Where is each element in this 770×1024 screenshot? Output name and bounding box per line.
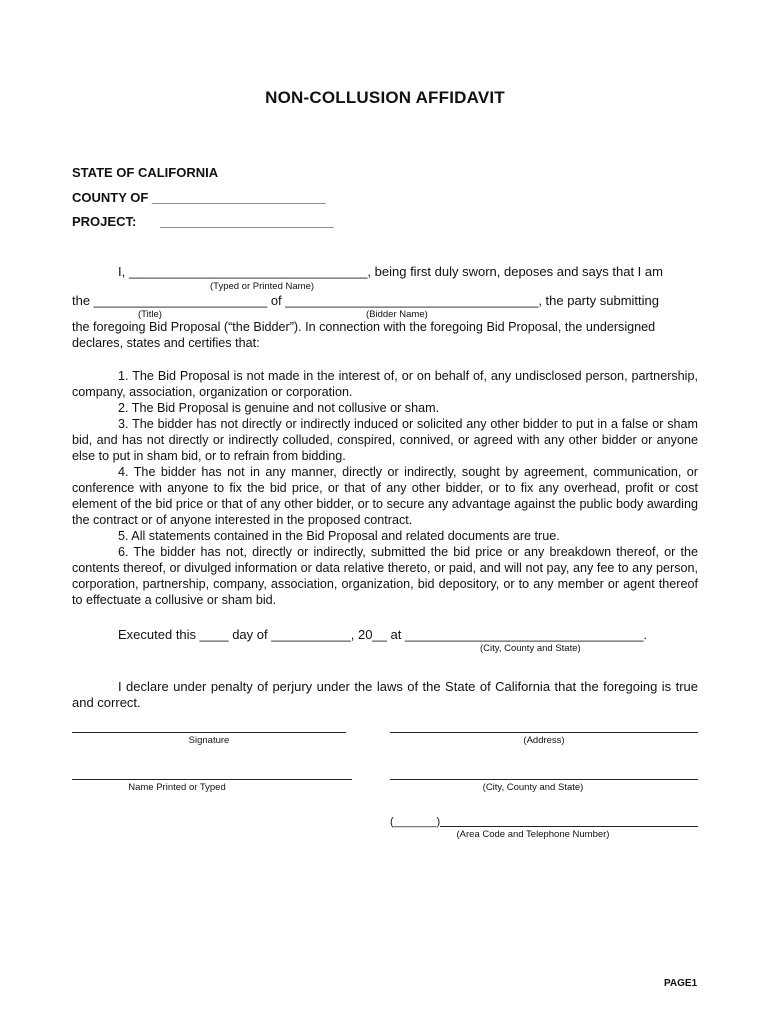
executed-location-caption: (City, County and State) — [480, 643, 581, 654]
signature-label: Signature — [188, 735, 230, 746]
list-item: 1. The Bid Proposal is not made in the interest of, or on behalf of, any undisclosed person, partnership, company, association, organization or corporation. — [72, 369, 698, 399]
intro-title-line: the ________________________ of ___________________________________, the party submitting — [72, 293, 659, 308]
list-item: 2. The Bid Proposal is genuine and not collusive or sham. — [118, 401, 440, 415]
list-item: 4. The bidder has not in any manner, directly or indirectly, sought by agreement, communication, or conference with anyone to fix the bid price, or that of any other bidder, or to fix any overhead, profit or cost element of the bid price or that of any other bidder, or to secure any advantage against the public body awarding the contract or of anyone interested in the proposed contract. — [72, 465, 698, 527]
declaration-paragraph — [72, 679, 698, 711]
address-line — [390, 732, 698, 733]
printed-name-line — [72, 779, 352, 780]
typed-name-caption: (Typed or Printed Name) — [210, 281, 315, 292]
executed-line: Executed this ____ day of ___________, 20__ at _________________________________. — [118, 627, 648, 642]
intro-line-4: declares, states and certifies that: — [72, 336, 260, 350]
project-field: ________________________ — [160, 214, 334, 229]
county-field: COUNTY OF ________________________ — [72, 190, 326, 205]
affidavit-items — [72, 368, 698, 608]
signature-line — [72, 732, 346, 733]
city-county-state-line — [390, 779, 698, 780]
document-title: NON-COLLUSION AFFIDAVIT — [265, 88, 505, 107]
intro-line-3: the foregoing Bid Proposal (“the Bidder”). In connection with the foregoing Bid Proposal, the undersigned — [72, 320, 656, 334]
city-county-state-label: (City, County and State) — [482, 782, 584, 793]
printed-name-label: Name Printed or Typed — [128, 782, 226, 793]
list-item: 6. The bidder has not, directly or indirectly, submitted the bid price or any breakdown thereof, or the contents thereof, or divulged information or data relative thereto, or paid, and will not pay, any fee to any person, corporation, partnership, company, association, organization, bid depository, or to any member or agent thereof to effectuate a collusive or sham bid. — [72, 545, 698, 607]
telephone-line — [440, 826, 698, 827]
list-item: 5. All statements contained in the Bid Proposal and related documents are true. — [118, 529, 560, 543]
title-caption: (Title) — [138, 309, 162, 320]
intro-name-line: I, _________________________________, being first duly sworn, deposes and says that I am — [118, 264, 663, 279]
bidder-name-caption: (Bidder Name) — [366, 309, 428, 320]
project-label: PROJECT: — [72, 214, 137, 229]
declaration-text: I declare under penalty of perjury under the laws of the State of California that the foregoing is true and correct. — [72, 679, 698, 710]
telephone-label: (Area Code and Telephone Number) — [456, 829, 610, 840]
address-label: (Address) — [523, 735, 565, 746]
page-number: PAGE1 — [664, 978, 698, 989]
list-item: 3. The bidder has not directly or indirectly induced or solicited any other bidder to put in a false or sham bid, and has not directly or indirectly colluded, conspired, connived, or agreed with any other bidder or anyone else to put in sham bid, or to refrain from bidding. — [72, 417, 698, 463]
state-heading: STATE OF CALIFORNIA — [72, 165, 219, 180]
area-code-field: (_______) — [390, 816, 441, 828]
